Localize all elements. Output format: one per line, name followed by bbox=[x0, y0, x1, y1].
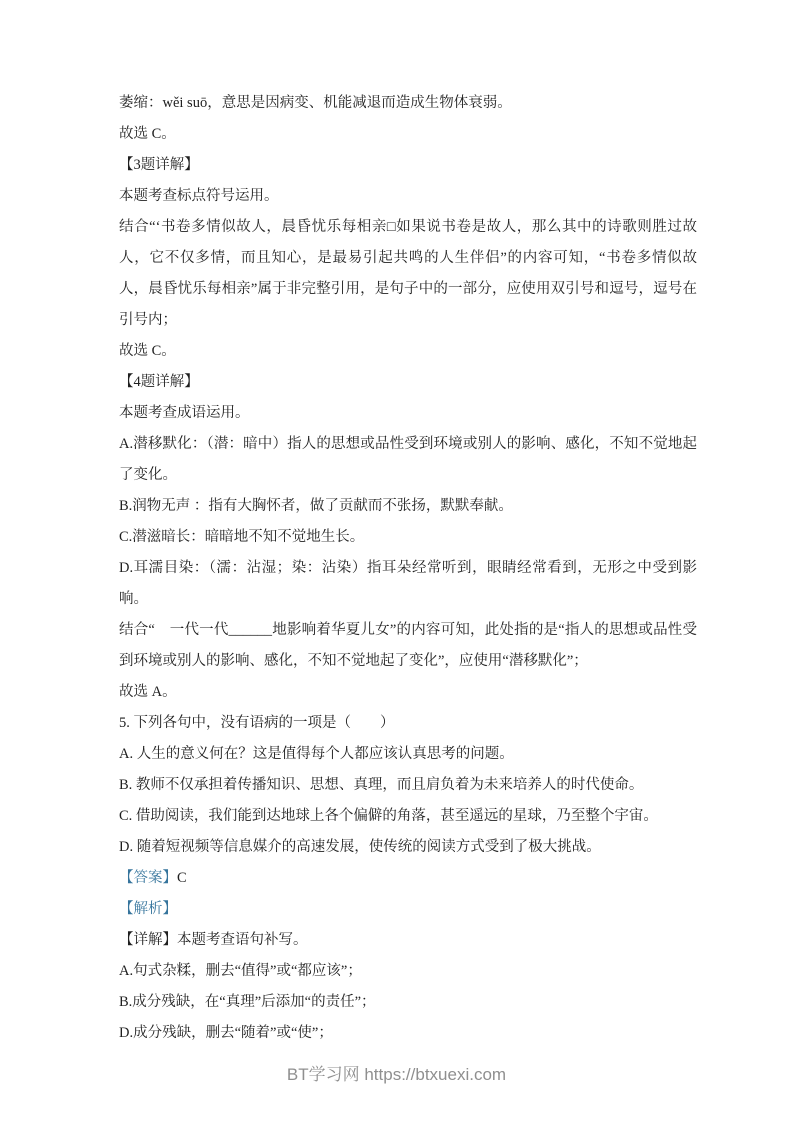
paragraph: C.潜滋暗长：暗暗地不知不觉地生长。 bbox=[119, 529, 365, 545]
paragraph: D. 随着短视频等信息媒介的高速发展，使传统的阅读方式受到了极大挑战。 bbox=[119, 839, 601, 855]
paragraph: 本题考查标点符号运用。 bbox=[119, 188, 279, 204]
paragraph: D.耳濡目染：（濡：沾湿；染：沾染）指耳朵经常听到，眼睛经常看到，无形之中受到影响。 bbox=[119, 560, 697, 607]
paragraph: A. 人生的意义何在？这是值得每个人都应该认真思考的问题。 bbox=[119, 746, 514, 762]
paragraph: 【3题详解】 bbox=[119, 157, 199, 173]
document-body bbox=[119, 88, 697, 1049]
footer bbox=[0, 1060, 793, 1085]
paragraph: A.句式杂糅，删去“值得”或“都应该”； bbox=[119, 963, 362, 979]
paragraph: C. 借助阅读，我们能到达地球上各个偏僻的角落，甚至遥远的星球，乃至整个宇宙。 bbox=[119, 808, 658, 824]
paragraph: D.成分残缺，删去“随着”或“使”； bbox=[119, 1025, 333, 1041]
paragraph: 本题考查成语运用。 bbox=[119, 405, 250, 421]
paragraph: 结合“‘书卷多情似故人，晨昏忧乐每相亲□如果说书卷是故人，那么其中的诗歌则胜过故人，它不仅多情，而且知心，是最易引起共鸣的人生伴侣”的内容可知，“书卷多情似故人，晨昏忧乐每相亲”属于非完整引用，是句子中的一部分，应使用双引号和逗号，逗号在引号内； bbox=[119, 219, 697, 328]
paragraph: B.润物无声 ：指有大胸怀者，做了贡献而不张扬，默默奉献。 bbox=[119, 498, 513, 514]
paragraph: A.潜移默化：（潜：暗中）指人的思想或品性受到环境或别人的影响、感化，不知不觉地起了变化。 bbox=[119, 436, 697, 483]
labeled-paragraph: 【答案】C bbox=[119, 870, 187, 886]
paragraph: 故选 C。 bbox=[119, 343, 176, 359]
paragraph: 结合“ 一代一代______地影响着华夏儿女”的内容可知，此处指的是“指人的思想或品性受到环境或别人的影响、感化，不知不觉地起了变化”，应使用“潜移默化”； bbox=[119, 622, 697, 669]
paragraph: 【详解】本题考查语句补写。 bbox=[119, 932, 308, 948]
paragraph: 5. 下列各句中，没有语病的一项是（ ） bbox=[119, 715, 395, 731]
paragraph: 【4题详解】 bbox=[119, 374, 199, 390]
paragraph: 萎缩：wěi suō，意思是因病变、机能减退而造成生物体衰弱。 bbox=[119, 95, 512, 111]
paragraph: 故选 A。 bbox=[119, 684, 177, 700]
paragraph: B.成分残缺，在“真理”后添加“的责任”； bbox=[119, 994, 376, 1010]
labeled-paragraph bbox=[119, 894, 697, 925]
footer-watermark-link: BT学习网 https://btxuexi.com bbox=[286, 1065, 507, 1084]
paragraph: 故选 C。 bbox=[119, 126, 176, 142]
section-label: 【解析】 bbox=[119, 901, 177, 917]
section-label: 【答案】 bbox=[119, 870, 177, 886]
paragraph: B. 教师不仅承担着传播知识、思想、真理，而且肩负着为未来培养人的时代使命。 bbox=[119, 777, 644, 793]
